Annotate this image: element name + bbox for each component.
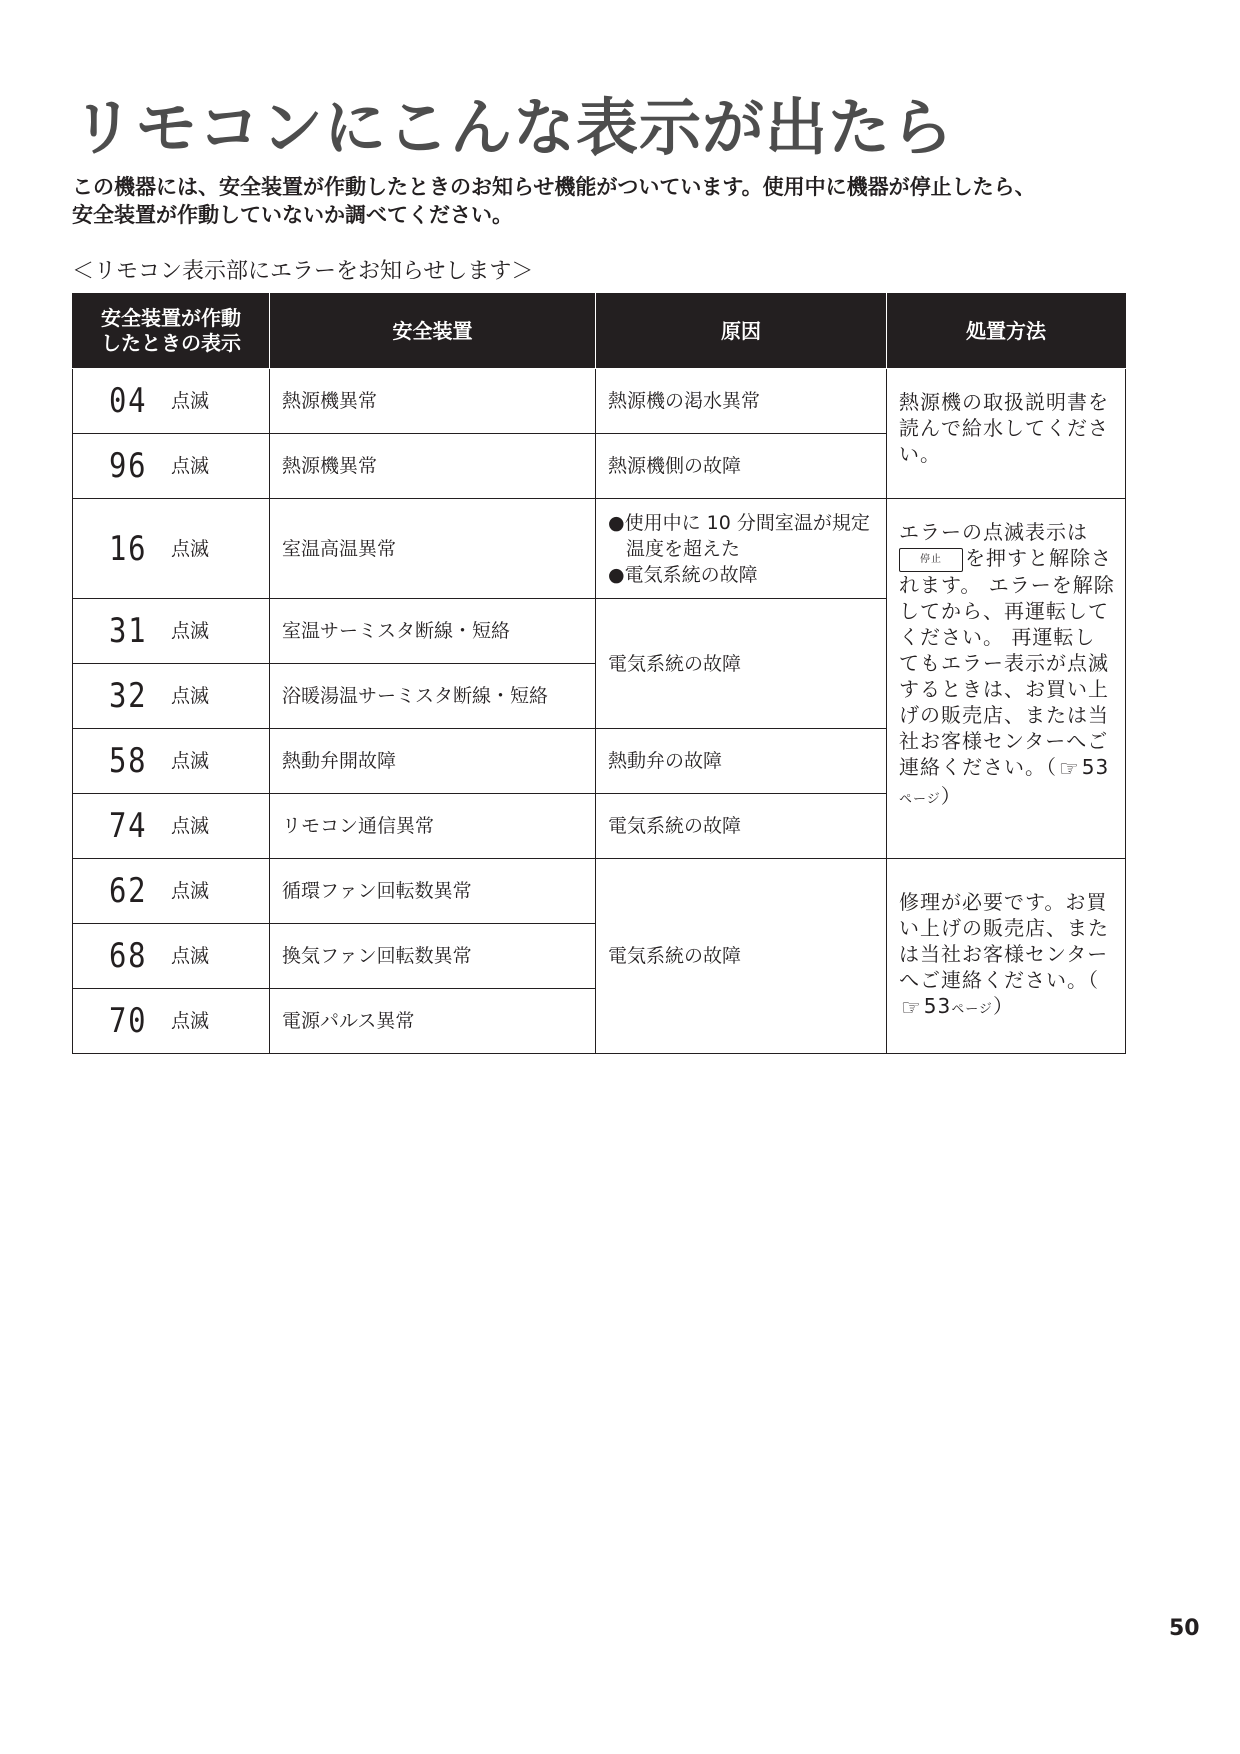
error-code: 32: [109, 676, 148, 717]
blink-label: 点滅: [171, 750, 210, 773]
error-code: 04: [109, 381, 148, 422]
cause-cell: 電気系統の故障: [596, 599, 887, 729]
cause-cell: 電気系統の故障: [596, 859, 887, 1054]
action-cell: エラーの点滅表示は 停止 を押すと解除されます。 エラーを解除してから、再運転してください。 再運転してもエラー表示が点滅するときは、お買い上げの販売店、または当社お客様センターへご連絡ください。（☞ 53ページ）: [887, 499, 1126, 859]
error-code-cell: [73, 434, 270, 499]
error-code-cell: [73, 859, 270, 924]
error-code-cell: [73, 664, 270, 729]
error-code: 74: [109, 806, 148, 847]
device-cell: 浴暖湯温サーミスタ断線・短絡: [270, 664, 596, 729]
device-cell: リモコン通信異常: [270, 794, 596, 859]
error-code: 96: [109, 446, 148, 487]
page-number: 50: [1169, 1616, 1200, 1641]
cause-cell: 熱源機側の故障: [596, 434, 887, 499]
error-code-cell: [73, 924, 270, 989]
table-row: [73, 499, 1126, 599]
error-code-cell: [73, 599, 270, 664]
blink-label: 点滅: [171, 537, 210, 560]
device-cell: 室温高温異常: [270, 499, 596, 599]
cause-cell: 熱源機の渇水異常: [596, 369, 887, 434]
blink-label: 点滅: [171, 945, 210, 968]
blink-label: 点滅: [171, 455, 210, 478]
cause-cell: 電気系統の故障: [596, 794, 887, 859]
device-cell: 熱動弁開故障: [270, 729, 596, 794]
pointing-hand-icon: ☞: [901, 996, 922, 1021]
device-cell: 循環ファン回転数異常: [270, 859, 596, 924]
page-ref: 53: [923, 994, 952, 1018]
error-table: [72, 293, 1126, 1054]
header-cause: 原因: [596, 294, 887, 369]
error-code: 68: [109, 936, 148, 977]
header-action: 処置方法: [887, 294, 1126, 369]
error-code: 70: [109, 1001, 148, 1042]
error-code: 58: [109, 741, 148, 782]
error-code-cell: [73, 729, 270, 794]
intro-line-1: この機器には、安全装置が作動したときのお知らせ機能がついています。使用中に機器が停止したら、: [72, 175, 1036, 199]
device-cell: 室温サーミスタ断線・短絡: [270, 599, 596, 664]
table-row: [73, 369, 1126, 434]
cause-cell: 熱動弁の故障: [596, 729, 887, 794]
error-code: 16: [109, 528, 148, 569]
pointing-hand-icon: ☞: [1059, 756, 1080, 782]
intro-text: [72, 173, 1172, 229]
stop-button-icon: 停止: [899, 548, 963, 572]
device-cell: 熱源機異常: [270, 434, 596, 499]
blink-label: 点滅: [171, 815, 210, 838]
action-cell: 修理が必要です。お買い上げの販売店、または当社お客様センターへご連絡ください。（☞ 53ページ）: [887, 859, 1126, 1054]
header-display: 安全装置が作動 したときの表示: [73, 294, 270, 369]
intro-line-2: 安全装置が作動していないか調べてください。: [72, 203, 513, 227]
error-code: 31: [109, 611, 148, 652]
blink-label: 点滅: [171, 620, 210, 643]
device-cell: 電源パルス異常: [270, 989, 596, 1054]
blink-label: 点滅: [171, 390, 210, 413]
cause-cell: [596, 499, 887, 599]
table-subheading: ＜リモコン表示部にエラーをお知らせします＞: [72, 259, 534, 284]
page-title: リモコンにこんな表示が出たら: [72, 91, 955, 164]
cause-bullet: ●電気系統の故障: [608, 563, 758, 586]
page-ref: 53: [1081, 754, 1110, 779]
device-cell: 熱源機異常: [270, 369, 596, 434]
blink-label: 点滅: [171, 685, 210, 708]
action-cell: 熱源機の取扱説明書を読んで給水してください。: [887, 369, 1126, 499]
error-code-cell: [73, 499, 270, 599]
device-cell: 換気ファン回転数異常: [270, 924, 596, 989]
table-header-row: [73, 294, 1126, 369]
blink-label: 点滅: [171, 1010, 210, 1033]
header-device: 安全装置: [270, 294, 596, 369]
error-code: 62: [109, 871, 148, 912]
cause-bullet: ●使用中に 10 分間室温が規定温度を超えた: [608, 511, 870, 560]
error-code-cell: [73, 989, 270, 1054]
error-code-cell: [73, 369, 270, 434]
error-code-cell: [73, 794, 270, 859]
table-row: [73, 859, 1126, 924]
blink-label: 点滅: [171, 880, 210, 903]
